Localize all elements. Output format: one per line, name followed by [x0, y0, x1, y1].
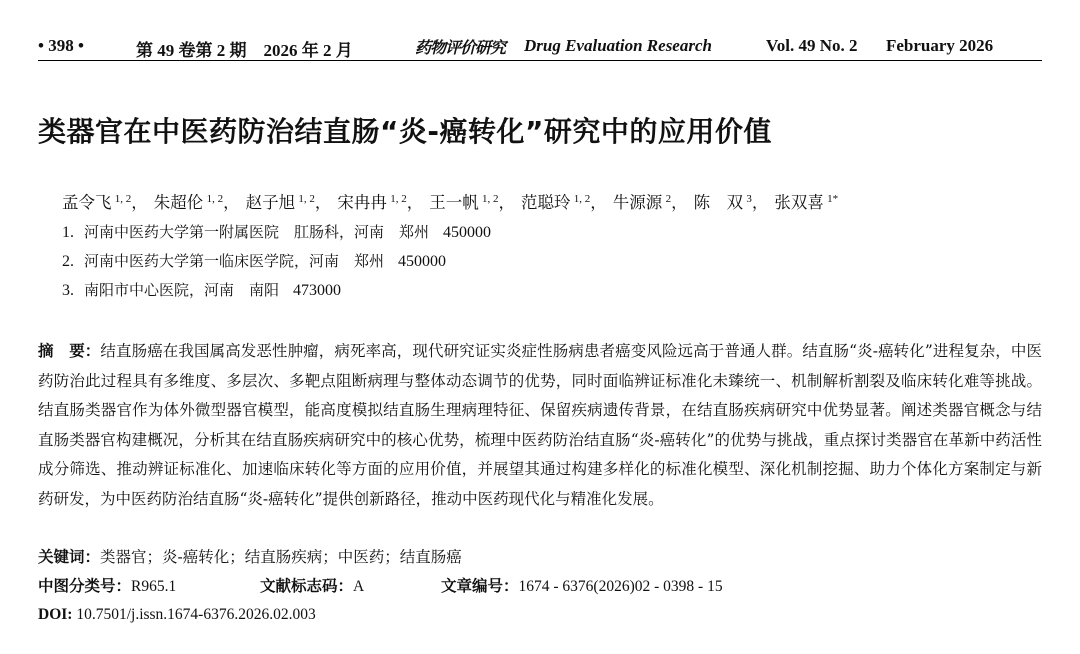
affiliation-text: 河南中医药大学第一临床医学院，河南 郑州 — [84, 252, 385, 270]
header-rule — [38, 60, 1042, 61]
abstract-label: 摘 要： — [38, 342, 101, 360]
affiliation-text: 南阳市中心医院，河南 南阳 — [84, 281, 280, 299]
article-number-value: 1674 - 6376(2026)02 - 0398 - 15 — [518, 578, 723, 595]
author-name: 宋冉冉 — [337, 193, 387, 212]
author-name: 赵子旭 — [245, 193, 296, 212]
postal-code: 450000 — [443, 224, 492, 241]
author-name: 张双喜 — [774, 193, 824, 212]
article-title: 类器官在中医药防治结直肠“炎-癌转化”研究中的应用价值 — [38, 115, 772, 148]
volume-info-en: Vol. 49 No. 2 — [766, 36, 858, 55]
author-affiliation-mark: 3 — [746, 193, 752, 205]
keywords-label: 关键词： — [38, 548, 101, 566]
affiliation-item — [62, 218, 491, 247]
keywords-text: 类器官；炎-癌转化；结直肠疾病；中医药；结直肠癌 — [100, 548, 462, 566]
running-header — [38, 34, 1042, 60]
author: 范聪玲 $^{1, 2}$， — [520, 193, 607, 212]
author-affiliation-mark: 1, 2 — [298, 193, 315, 205]
author-name: 陈 双 — [693, 193, 744, 212]
keywords — [38, 543, 462, 571]
affiliation-number: 2. — [62, 253, 74, 270]
author-affiliation-mark: 1, 2 — [390, 193, 407, 205]
author — [774, 193, 838, 212]
page-number: • 398 • — [38, 36, 84, 55]
author-affiliation-mark: 1, 2 — [206, 193, 224, 205]
abstract — [38, 337, 1042, 514]
journal-logo-cn: 药物评价研究 — [415, 38, 506, 57]
author: 孟令飞 $^{1, 2}$， — [62, 193, 148, 212]
postal-code: 473000 — [293, 282, 342, 299]
author: 宋冉冉 $^{1, 2}$， — [337, 193, 424, 212]
clc-label: 中图分类号： — [38, 577, 132, 595]
classification-info — [38, 572, 723, 601]
author-affiliation-mark: 2 — [665, 193, 672, 205]
author: 陈 双 $^3$， — [693, 193, 769, 212]
article-number-label: 文章编号： — [441, 577, 519, 595]
author-name: 朱超伦 — [153, 193, 204, 212]
postal-code: 450000 — [398, 253, 447, 270]
doc-code-value: A — [353, 578, 365, 595]
author-name: 牛源源 — [612, 193, 663, 212]
author-list — [62, 186, 1052, 216]
author: 牛源源 $^2$， — [612, 193, 688, 212]
affiliation-list — [62, 218, 491, 305]
doi — [38, 601, 316, 629]
author-affiliation-mark: 1, 2 — [114, 193, 132, 205]
author-name: 王一帆 — [429, 193, 479, 212]
author-name: 范聪玲 — [520, 193, 571, 212]
doi-value: 10.7501/j.issn.1674-6376.2026.02.003 — [76, 606, 316, 623]
issue-info-cn: 第 49 卷第 2 期 2026 年 2 月 — [136, 41, 353, 60]
journal-name-en: Drug Evaluation Research — [524, 36, 712, 55]
author: 王一帆 $^{1, 2}$， — [429, 193, 515, 212]
author-affiliation-mark: 1, 2 — [481, 193, 499, 205]
affiliation-item — [62, 247, 491, 276]
author-name: 孟令飞 — [62, 193, 112, 212]
affiliation-item — [62, 276, 491, 305]
issue-date-en: February 2026 — [886, 36, 994, 55]
author-affiliation-mark: 1* — [827, 193, 839, 205]
affiliation-number: 1. — [62, 224, 74, 241]
doi-label: DOI: — [38, 606, 73, 623]
author: 朱超伦 $^{1, 2}$， — [153, 193, 240, 212]
affiliation-text: 河南中医药大学第一附属医院 肛肠科，河南 郑州 — [84, 223, 430, 241]
doc-code-label: 文献标志码： — [260, 577, 354, 595]
affiliation-number: 3. — [62, 282, 74, 299]
author: 赵子旭 $^{1, 2}$， — [245, 193, 332, 212]
clc-value: R965.1 — [131, 578, 177, 595]
abstract-text: 结直肠癌在我国属高发恶性肿瘤，病死率高，现代研究证实炎症性肠病患者癌变风险远高于普通人群。结直肠“炎-癌转化”进程复杂，中医药防治此过程具有多维度、多层次、多靶点阻断病理与整体动态调节的优势，同时面临辨证标准化未臻统一、机制解析割裂及临床转化难等挑战。结直肠类器官作为体外微型器官模型，能高度模拟结直肠生理病理特征、保留疾病遗传背景，在结直肠疾病研究中优势显著。阐述类器官概念与结直肠类器官构建概况，分析其在结直肠疾病研究中的核心优势，梳理中医药防治结直肠“炎-癌转化”的优势与挑战，重点探讨类器官在革新中药活性成分筛选、推动辨证标准化、加速临床转化等方面的应用价值，并展望其通过构建多样化的标准化模型、深化机制挖掘、助力个体化方案制定与新药研发，为中医药防治结直肠“炎-癌转化”提供创新路径，推动中医药现代化与精准化发展。 — [38, 342, 1042, 508]
author-affiliation-mark: 1, 2 — [573, 193, 591, 205]
